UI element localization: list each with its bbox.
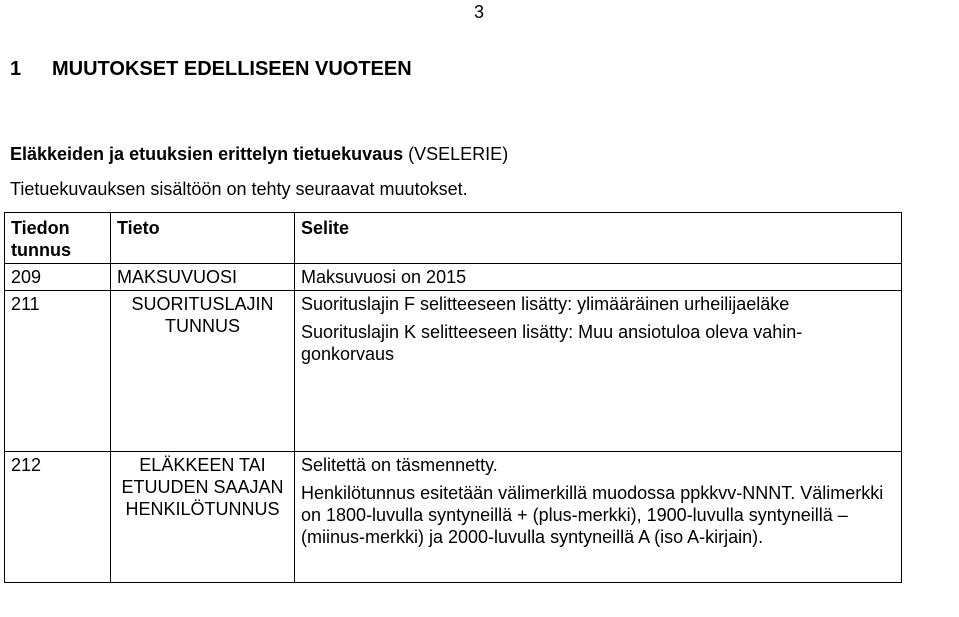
row-code: 209 bbox=[5, 264, 111, 291]
header-selite: Selite bbox=[295, 213, 902, 264]
table-row bbox=[5, 291, 902, 452]
section-number: 1 bbox=[10, 58, 22, 80]
header-tieto: Tieto bbox=[111, 213, 295, 264]
row-code: 212 bbox=[5, 452, 111, 583]
table-row bbox=[5, 452, 902, 583]
document-subtitle bbox=[10, 144, 508, 165]
row-field: ELÄKKEEN TAI ETUUDEN SAAJAN HENKILÖTUNNUS bbox=[111, 452, 295, 583]
section-title: MUUTOKSET EDELLISEEN VUOTEEN bbox=[52, 58, 412, 80]
table-header-row bbox=[5, 213, 902, 264]
row-notes bbox=[295, 452, 902, 583]
row-notes bbox=[295, 264, 902, 291]
section-heading bbox=[10, 58, 412, 81]
subtitle-bold: Eläkkeiden ja etuuksien erittelyn tietuekuvaus bbox=[10, 144, 404, 164]
row-code: 211 bbox=[5, 291, 111, 452]
header-tiedon-tunnus: Tiedon tunnus bbox=[5, 213, 111, 264]
row-field: MAKSUVUOSI bbox=[111, 264, 295, 291]
note-paragraph: Henkilötunnus esitetään välimerkillä muodossa ppkkvv-NNNT. Välimerkki on 1800-luvulla syntyneillä + (plus-merkki), 1900-luvulla syntyneillä – (miinus-merkki) ja 2000-luvulla syntyneillä A (iso A-kirjain). bbox=[301, 483, 884, 547]
intro-text: Tietuekuvauksen sisältöön on tehty seuraavat muutokset. bbox=[10, 179, 468, 199]
note-paragraph: Selitettä on täsmennetty. bbox=[301, 455, 498, 475]
changes-table bbox=[4, 212, 902, 583]
note-paragraph: Suorituslajin K selitteeseen lisätty: Muu ansiotuloa oleva vahin-gonkorvaus bbox=[301, 322, 803, 364]
row-notes bbox=[295, 291, 902, 452]
note-paragraph: Suorituslajin F selitteeseen lisätty: ylimääräinen urheilijaeläke bbox=[301, 294, 790, 314]
note-paragraph: Maksuvuosi on 2015 bbox=[301, 267, 467, 287]
subtitle-rest: (VSELERIE) bbox=[403, 144, 509, 164]
table-row bbox=[5, 264, 902, 291]
page-number: 3 bbox=[474, 2, 485, 22]
row-field: SUORITUSLAJIN TUNNUS bbox=[111, 291, 295, 452]
